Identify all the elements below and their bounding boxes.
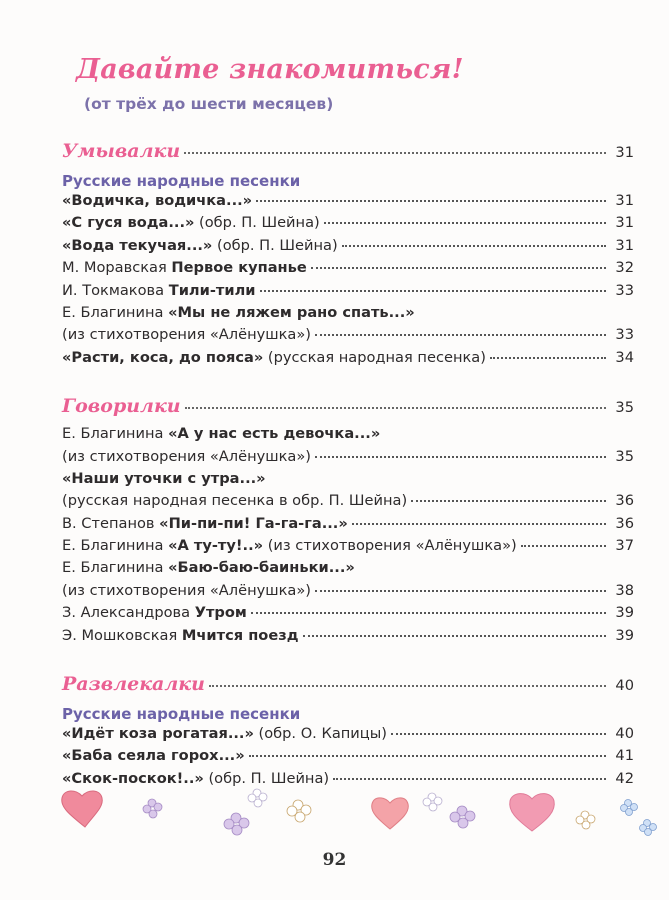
- entry-note: (русская народная песенка): [263, 348, 486, 366]
- entry-title: Мчится поезд: [181, 626, 299, 644]
- entry-page: 31: [615, 236, 634, 254]
- entry-author: Е. Благинина: [62, 537, 169, 555]
- toc-entry: [62, 604, 634, 626]
- entry-page: 31: [615, 214, 634, 232]
- dot-leader: [303, 635, 607, 637]
- entry-text: [62, 192, 252, 209]
- section-heading: [62, 140, 634, 170]
- entry-author: (русская народная песенка в обр. П. Шейна): [62, 492, 408, 510]
- toc-entry: [62, 326, 634, 348]
- dot-leader: [185, 407, 606, 409]
- toc-entry: [62, 192, 634, 214]
- dot-leader: [391, 733, 606, 735]
- toc-entry: [62, 282, 634, 304]
- entry-author: В. Степанов: [62, 514, 160, 532]
- entry-text: [62, 448, 311, 465]
- entry-title: «С гуся вода...»: [62, 214, 195, 232]
- entry-text: [62, 470, 266, 487]
- dot-leader: [184, 152, 606, 154]
- toc-entry: [62, 515, 634, 537]
- entry-page: 39: [615, 604, 634, 622]
- toc-entry: [62, 237, 634, 259]
- entry-text: [62, 349, 486, 366]
- section-gap: [62, 371, 634, 395]
- entry-text: [62, 492, 407, 509]
- dot-leader: [324, 222, 606, 224]
- entry-text: [62, 259, 307, 276]
- toc-entry: [62, 582, 634, 604]
- entry-page: 38: [615, 581, 634, 599]
- toc-entry: [62, 470, 634, 492]
- entry-author: М. Моравская: [62, 259, 172, 277]
- section-gap: [62, 649, 634, 673]
- entry-text: [62, 425, 380, 442]
- entry-page: 34: [615, 348, 634, 366]
- heart-icon: [62, 791, 103, 827]
- entry-text: [62, 559, 355, 576]
- flower-icon: [423, 793, 442, 811]
- entry-title: «Идёт коза рогатая...»: [62, 725, 254, 743]
- entry-page: 42: [615, 769, 634, 787]
- entry-page: 33: [615, 326, 634, 344]
- toc-entry: [62, 747, 634, 769]
- flower-icon: [248, 789, 267, 807]
- dot-leader: [490, 357, 606, 359]
- entry-text: [62, 537, 517, 554]
- entry-title: «А у нас есть девочка...»: [168, 425, 381, 443]
- entry-author: Е. Благинина: [62, 425, 169, 443]
- toc-entry: [62, 304, 634, 326]
- entry-author: Е. Благинина: [62, 559, 169, 577]
- toc-entry: [62, 259, 634, 281]
- entry-page: 36: [615, 492, 634, 510]
- dot-leader: [352, 523, 606, 525]
- toc-entry: [62, 537, 634, 559]
- flower-icon: [143, 799, 162, 818]
- page-subtitle: (от трёх до шести месяцев): [84, 95, 334, 113]
- dot-leader: [315, 456, 606, 458]
- entry-title: Утром: [194, 604, 247, 622]
- page-title: Давайте знакомиться!: [76, 54, 464, 85]
- section-title: Умывалки: [62, 140, 181, 162]
- toc-entry: [62, 448, 634, 470]
- toc-entry: [62, 559, 634, 581]
- entry-text: [62, 725, 387, 742]
- flower-icon: [224, 813, 249, 835]
- entry-title: «Водичка, водичка...»: [62, 192, 253, 209]
- section-subheading: Русские народные песенки: [62, 705, 301, 724]
- entry-note: (из стихотворения «Алёнушка»): [263, 537, 517, 555]
- entry-title: Первое купанье: [171, 259, 307, 277]
- entry-text: [62, 582, 311, 599]
- entry-title: «Мы не ляжем рано спать...»: [168, 303, 415, 321]
- entry-title: Тили-тили: [168, 281, 256, 299]
- entry-author: (из стихотворения «Алёнушка»): [62, 326, 311, 344]
- dot-leader: [251, 612, 606, 614]
- entry-page: 35: [615, 447, 634, 465]
- dot-leader: [249, 755, 606, 757]
- flower-icon: [287, 800, 311, 822]
- section-page: 35: [615, 399, 634, 417]
- entry-title: «Баю-баю-баиньки...»: [168, 559, 355, 577]
- toc-entry: [62, 425, 634, 447]
- heart-icon: [372, 798, 409, 829]
- entry-text: [62, 326, 311, 343]
- entry-author: (из стихотворения «Алёнушка»): [62, 447, 311, 465]
- entry-text: [62, 282, 256, 299]
- entry-page: 33: [615, 281, 634, 299]
- dot-leader: [311, 267, 606, 269]
- dot-leader: [256, 200, 606, 202]
- entry-text: [62, 515, 348, 532]
- toc-entry: [62, 349, 634, 371]
- decorative-border: [0, 785, 669, 845]
- entry-page: 37: [615, 537, 634, 555]
- entry-note: (обр. П. Шейна): [203, 769, 330, 787]
- dot-leader: [260, 290, 607, 292]
- section-page: 40: [615, 677, 634, 695]
- toc-entry: [62, 214, 634, 236]
- entry-author: И. Токмакова: [62, 281, 169, 299]
- entry-page: 39: [615, 626, 634, 644]
- entry-title: «А ту-ту!..»: [168, 537, 264, 555]
- toc-entry: [62, 492, 634, 514]
- entry-author: Е. Благинина: [62, 303, 169, 321]
- entry-title: «Скок-поскок!..»: [62, 769, 204, 787]
- entry-text: [62, 747, 245, 764]
- entry-page: 31: [615, 192, 634, 209]
- entry-note: (обр. П. Шейна): [212, 236, 338, 254]
- table-of-contents: [62, 140, 634, 792]
- dot-leader: [333, 778, 606, 780]
- dot-leader: [411, 500, 606, 502]
- entry-title: «Наши уточки с утра...»: [62, 469, 266, 487]
- dot-leader: [315, 590, 606, 592]
- section-title: Развлекалки: [62, 673, 205, 696]
- entry-page: 36: [615, 514, 634, 532]
- flower-icon: [640, 820, 657, 836]
- page-number: 92: [322, 850, 347, 870]
- section-heading: [62, 395, 634, 425]
- flower-icon: [621, 800, 638, 816]
- entry-text: [62, 304, 415, 321]
- flower-icon: [576, 811, 595, 829]
- toc-entry: [62, 725, 634, 747]
- entry-page: 32: [615, 259, 634, 277]
- entry-author: (из стихотворения «Алёнушка»): [62, 581, 311, 599]
- entry-title: «Расти, коса, до пояса»: [62, 348, 264, 366]
- dot-leader: [209, 685, 606, 687]
- dot-leader: [342, 245, 606, 247]
- section-title: Говорилки: [62, 395, 181, 418]
- entry-page: 41: [615, 747, 634, 765]
- flower-icon: [450, 806, 475, 828]
- entry-page: 40: [615, 725, 634, 743]
- entry-text: [62, 214, 320, 231]
- entry-title: «Баба сеяла горох...»: [62, 747, 245, 765]
- entry-note: (обр. О. Капицы): [253, 725, 387, 743]
- dot-leader: [315, 334, 606, 336]
- heart-icon: [510, 794, 555, 831]
- entry-author: Э. Мошковская: [62, 626, 182, 644]
- section-heading: [62, 673, 634, 703]
- entry-text: [62, 604, 247, 621]
- dot-leader: [521, 545, 606, 547]
- entry-text: [62, 237, 338, 254]
- entry-author: З. Александрова: [62, 604, 195, 622]
- section-subheading: Русские народные песенки: [62, 172, 301, 190]
- toc-entry: [62, 627, 634, 649]
- entry-title: «Вода текучая...»: [62, 236, 213, 254]
- section-page: 31: [615, 144, 634, 161]
- entry-title: «Пи-пи-пи! Га-га-га...»: [159, 514, 348, 532]
- entry-text: [62, 627, 299, 644]
- entry-note: (обр. П. Шейна): [194, 214, 320, 232]
